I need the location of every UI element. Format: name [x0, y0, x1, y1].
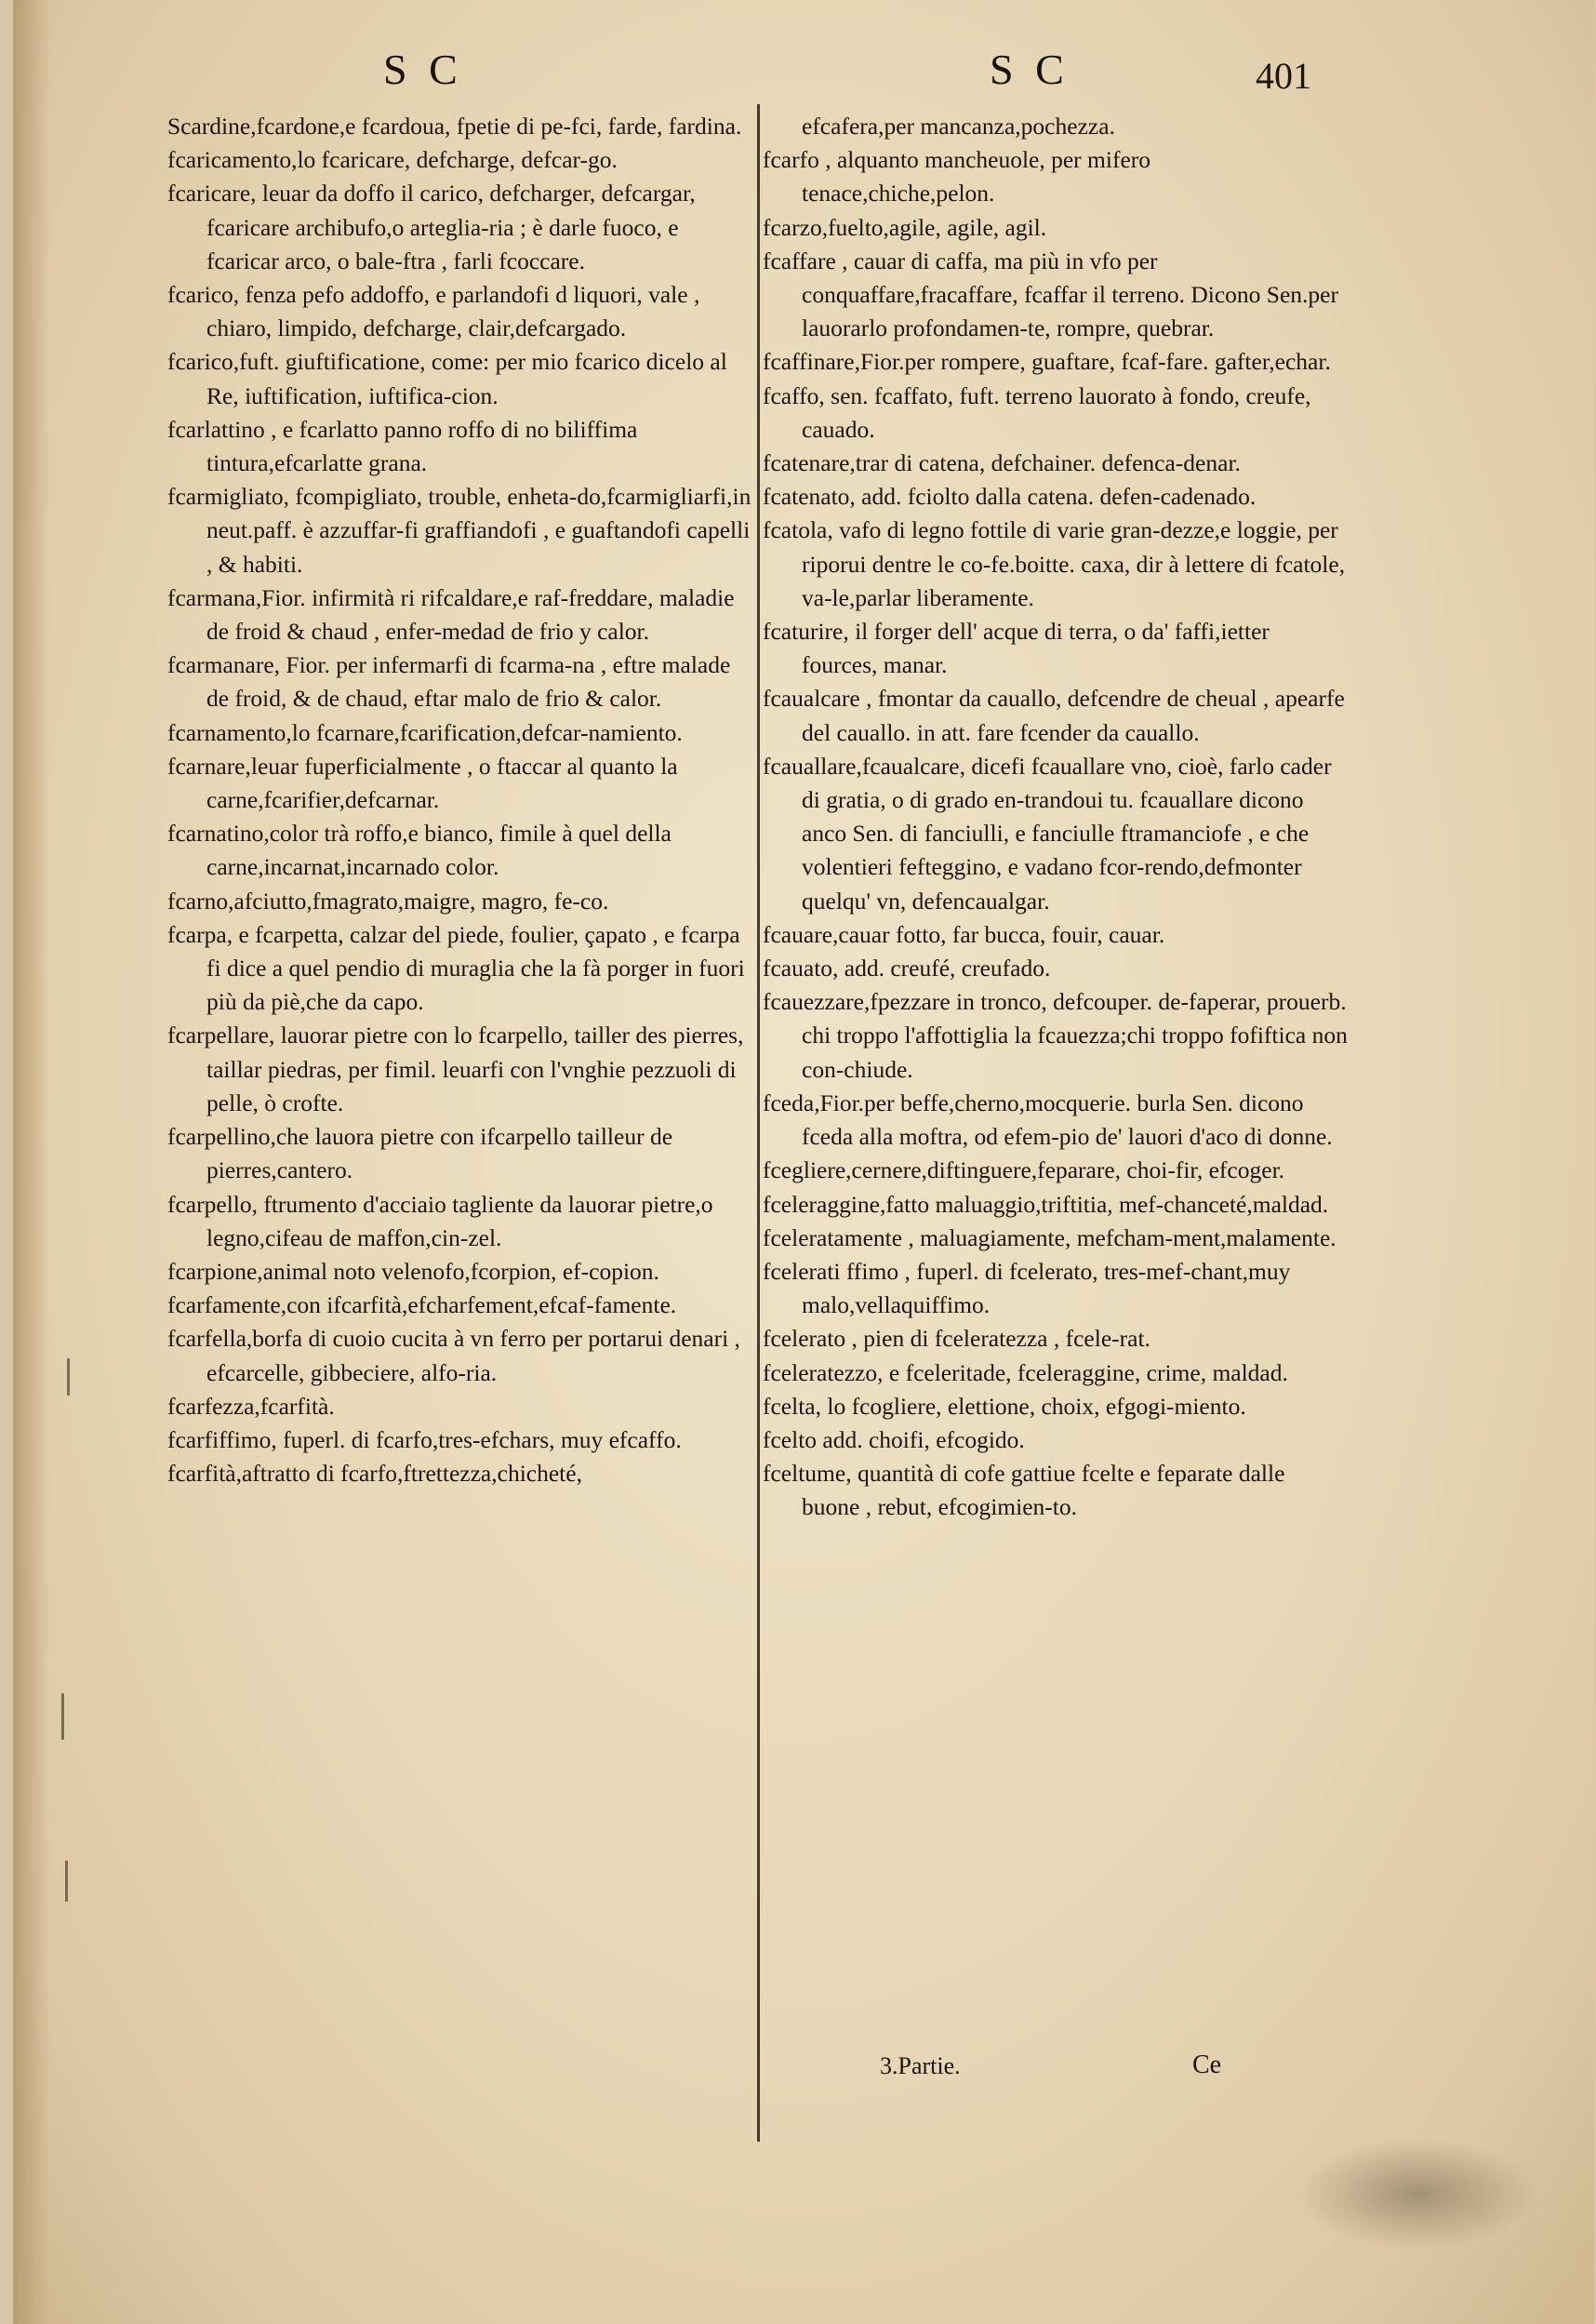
dictionary-entry: fcarfella,borfa di cuoio cucita à vn ferro per portarui denari , efcarcelle, gibbeciere, alfo-ria. — [167, 1325, 740, 1386]
catchword: Ce — [1192, 2050, 1222, 2079]
dictionary-entry: Scardine,fcardone,e fcardoua, fpetie di pe-fci, farde, fardina. — [167, 113, 742, 140]
dictionary-entry: fcelta, lo fcogliere, elettione, choix, efgogi-miento. — [763, 1392, 1246, 1420]
dictionary-entry: fcaffinare,Fior.per rompere, guaftare, fcaf-fare. gafter,echar. — [763, 348, 1331, 376]
signature-mark: 3.Partie. — [880, 2052, 961, 2079]
dictionary-entry: fceltume, quantità di cofe gattiue fcelte e feparate dalle buone , rebut, efcogimien-to. — [763, 1460, 1285, 1521]
margin-ink-mark — [65, 1861, 68, 1902]
dictionary-entry: fcarpellino,che lauora pietre con ifcarpello tailleur de pierres,cantero. — [167, 1123, 673, 1184]
running-header-left: S C — [383, 46, 463, 93]
dictionary-entry: fcarno,afciutto,fmagrato,maigre, magro, fe-co. — [167, 887, 609, 915]
dictionary-entry: fcarzo,fuelto,agile, agile, agil. — [763, 213, 1047, 241]
dictionary-entry: fcatola, vafo di legno fottile di varie gran-dezze,e loggie, per riporui dentre le co-fe.boitte. caxa, dir à lettere di fcatole, va-le,parlar liberamente. — [763, 516, 1346, 611]
dictionary-entry: fcarico,fuft. giuftificatione, come: per mio fcarico dicelo al Re, iuftification, iuftifica-cion. — [167, 348, 727, 409]
running-header-right: S C — [990, 46, 1070, 93]
dictionary-entry: fcarpione,animal noto velenofo,fcorpion, ef-copion. — [167, 1257, 659, 1285]
dictionary-entry: fcarfezza,fcarfità. — [167, 1392, 335, 1420]
right-column — [763, 110, 1349, 1525]
dictionary-entry: fcarico, fenza pefo addoffo, e parlandofi d liquori, vale , chiaro, limpido, defcharge, clair,defcargado. — [167, 281, 700, 342]
dictionary-entry: fcauato, add. creufé, creufado. — [763, 955, 1051, 982]
dictionary-entry: fceleratezzo, e fceleritade, fceleraggine, crime, maldad. — [763, 1358, 1288, 1386]
dictionary-entry: fcarfità,aftratto di fcarfo,ftrettezza,chicheté, — [167, 1460, 582, 1488]
dictionary-entry: fcarnatino,color trà roffo,e bianco, fimile à quel della carne,incarnat,incarnado color. — [167, 820, 672, 881]
dictionary-entry: fcarmana,Fior. infirmità ri rifcaldare,e raf-freddare, maladie de froid & chaud , enfer-medad de frio y calor. — [167, 583, 735, 646]
dictionary-entry: fcarfiffimo, fuperl. di fcarfo,tres-efchars, muy efcaffo. — [167, 1425, 682, 1453]
dictionary-entry: fcaturire, il forger dell' acque di terra, o da' faffi,ietter fources, manar. — [763, 618, 1270, 679]
margin-ink-mark — [67, 1358, 70, 1396]
dictionary-entry: fcarmanare, Fior. per infermarfi di fcarma-na , eftre malade de froid, & de chaud, eftar malo de frio & calor. — [167, 651, 731, 713]
dictionary-page — [13, 0, 1594, 2324]
margin-ink-mark — [61, 1693, 64, 1740]
dictionary-entry: fcauezzare,fpezzare in tronco, defcouper. de-faperar, prouerb. chi troppo l'affottiglia la fcauezza;chi troppo fofiftica non con-chiude. — [763, 988, 1348, 1083]
dictionary-entry: fcatenare,trar di catena, defchainer. defenca-denar. — [763, 449, 1241, 477]
dictionary-entry: fcaricamento,lo fcaricare, defcharge, defcar-go. — [167, 146, 618, 174]
dictionary-entry: fcarpellare, lauorar pietre con lo fcarpello, tailler des pierres, taillar piedras, per fimil. leuarfi con l'vnghie pezzuoli di pelle, ò crofte. — [167, 1022, 744, 1116]
dictionary-entry: fcarnamento,lo fcarnare,fcarification,defcar-namiento. — [167, 718, 683, 746]
dictionary-entry: fcarnare,leuar fuperficialmente , o ftaccar al quanto la carne,fcarifier,defcarnar. — [167, 752, 678, 814]
dictionary-entry: fcarfo , alquanto mancheuole, per mifero tenace,chiche,pelon. — [763, 146, 1151, 207]
dictionary-entry: fcaffo, sen. fcaffato, fuft. terreno lauorato à fondo, creufe, cauado. — [763, 381, 1311, 443]
dictionary-entry: fcarpa, e fcarpetta, calzar del piede, foulier, çapato , e fcarpa fi dice a quel pendio di muraglia che la fà porger in fuori più da piè,che da capo. — [167, 920, 745, 1016]
dictionary-entry: fcarpello, ftrumento d'acciaio tagliente da lauorar pietre,o legno,cifeau de maffon,cin-zel. — [167, 1190, 713, 1251]
dictionary-entry: fcauare,cauar fotto, far bucca, fouir, cauar. — [763, 920, 1165, 948]
dictionary-entry: fcauallare,fcaualcare, dicefi fcauallare vno, cioè, farlo cader di gratia, o di grado en-trandoui tu. fcauallare dicono anco Sen. di fanciulli, e fanciulle ftramanciofe , e che volentieri fefteggino, e vadano fcor-rendo,defmonter quelqu' vn, defencaualgar. — [763, 752, 1332, 915]
dictionary-entry: fcelerati ffimo , fuperl. di fcelerato, tres-mef-chant,muy malo,vellaquiffimo. — [763, 1257, 1291, 1319]
dictionary-entry: fcelto add. choifi, efcogido. — [763, 1425, 1025, 1453]
dictionary-entry: fceda,Fior.per beffe,cherno,mocquerie. burla Sen. dicono fceda alla moftra, od efem-pio de' lauori d'aco di donne. — [763, 1089, 1333, 1151]
dictionary-entry: fcaffare , cauar di caffa, ma più in vfo per conquaffare,fracaffare, fcaffar il terreno. Dicono Sen.per lauorarlo profondamen-te, rompre, quebrar. — [763, 247, 1338, 342]
left-column — [167, 110, 753, 1490]
dictionary-entry: fcarmigliato, fcompigliato, trouble, enheta-do,fcarmigliarfi,in neut.paff. è azzuffar-fi graffiandofi , e guaftandofi capelli , & habiti. — [167, 483, 751, 578]
dictionary-entry: fceleraggine,fatto maluaggio,triftitia, mef-chanceté,maldad. — [763, 1190, 1329, 1218]
column-divider-rule — [757, 104, 760, 2142]
dictionary-entry: fcatenato, add. fciolto dalla catena. defen-cadenado. — [763, 483, 1257, 511]
page-edge-shadow — [13, 0, 50, 2324]
dictionary-entry: fcelerato , pien di fceleratezza , fcele-rat. — [763, 1325, 1150, 1353]
dictionary-entry: fcegliere,cernere,diftinguere,feparare, choi-fir, efcoger. — [763, 1156, 1285, 1184]
dictionary-entry-continuation: efcafera,per mancanza,pochezza. — [802, 113, 1115, 140]
dictionary-entry: fceleratamente , maluagiamente, mefcham-ment,malamente. — [763, 1223, 1337, 1251]
dictionary-entry: fcarfamente,con ifcarfità,efcharfement,efcaf-famente. — [167, 1291, 677, 1319]
dictionary-entry: fcarlattino , e fcarlatto panno roffo di no biliffima tintura,efcarlatte grana. — [167, 415, 638, 477]
corner-smudge — [1297, 2138, 1538, 2250]
page-number: 401 — [1256, 55, 1311, 97]
dictionary-entry: fcaualcare , fmontar da cauallo, defcendre de cheual , apearfe del cauallo. in att. fare fcender da cauallo. — [763, 685, 1345, 746]
dictionary-entry: fcaricare, leuar da doffo il carico, defcharger, defcargar, fcaricare archibufo,o arteglia-ria ; è darle fuoco, e fcaricar arco, o bale-ftra , farli fcoccare. — [167, 180, 696, 274]
